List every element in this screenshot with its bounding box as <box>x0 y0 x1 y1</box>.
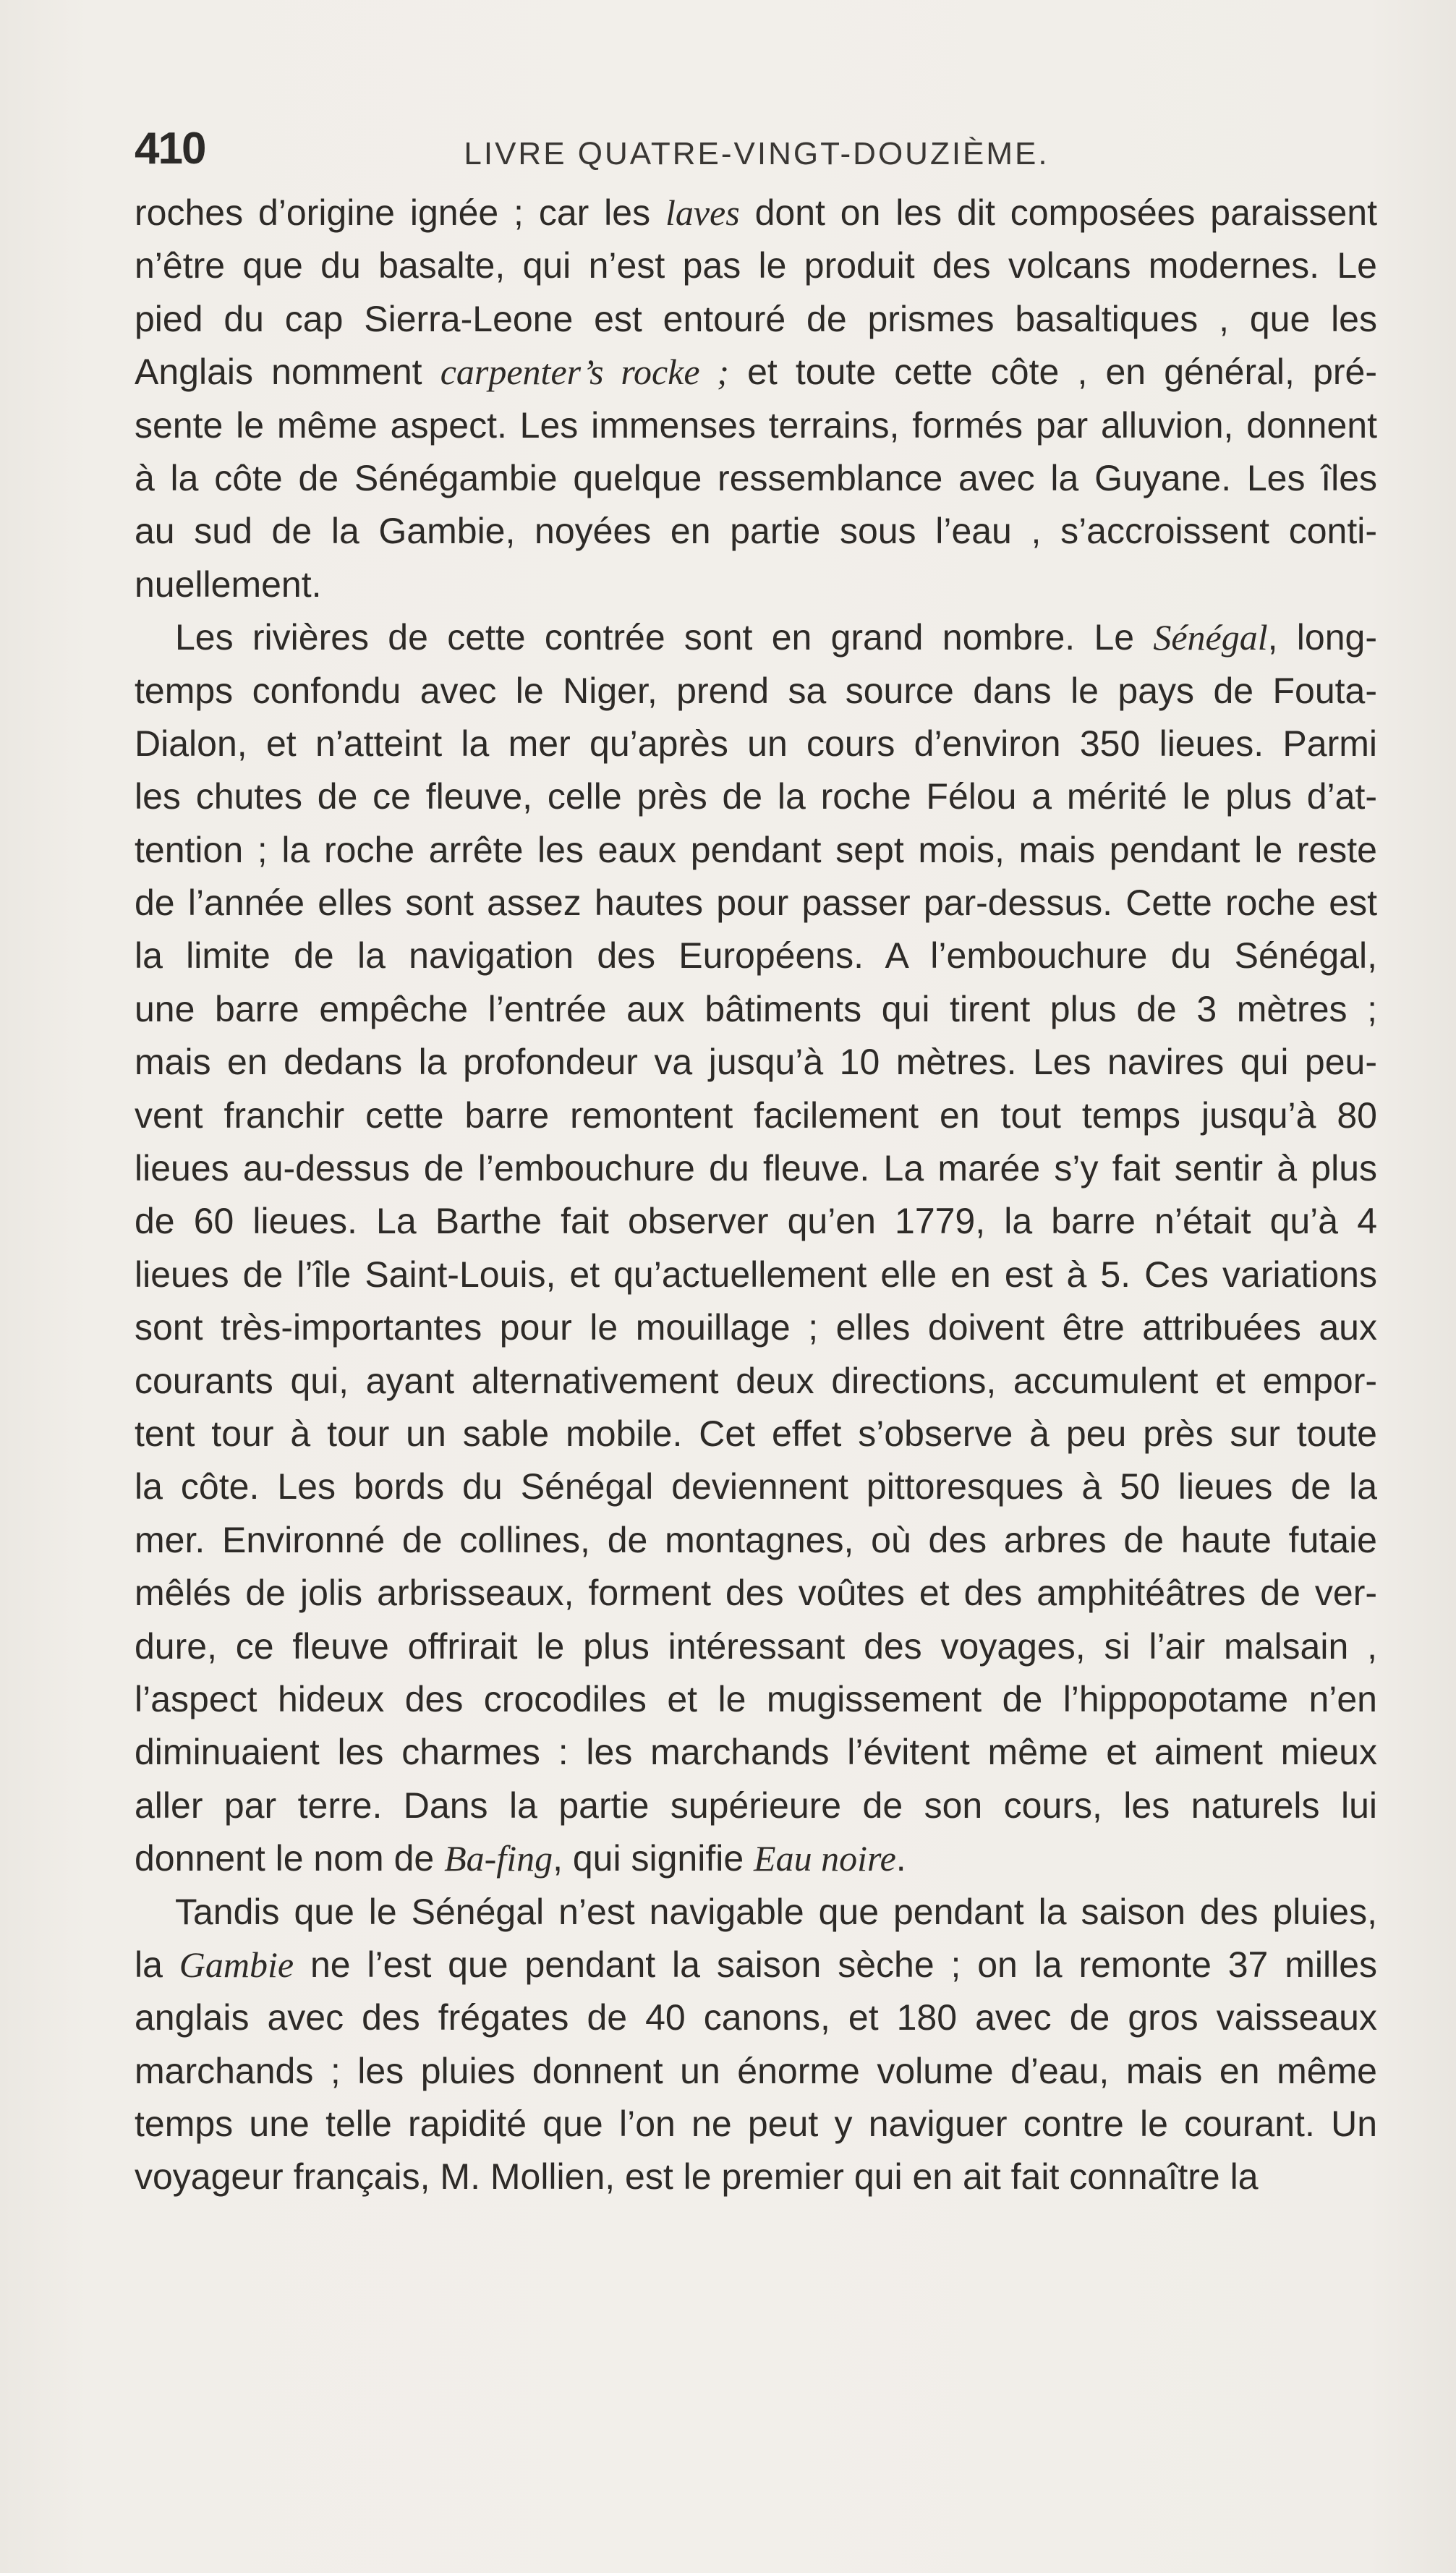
text-line <box>135 1355 1377 1408</box>
text-line <box>135 1726 1377 1779</box>
text-line <box>135 1832 1377 1885</box>
text-run: , qui signifie <box>553 1838 754 1879</box>
text-run: l’aspect hideux des crocodiles et le mugissement de l’hippopotame n’en <box>135 1678 1377 1719</box>
italic-text: laves <box>665 192 740 233</box>
paragraph <box>135 1886 1377 2204</box>
text-run: tent tour à tour un sable mobile. Cet effet s’observe à peu près sur toute <box>135 1413 1377 1454</box>
body-text <box>135 187 1377 2204</box>
text-run: ne l’est que pendant la saison sèche ; on la remonte 37 milles <box>294 1944 1377 1985</box>
text-run: vent franchir cette barre remontent facilement en tout temps jusqu’à 80 <box>135 1094 1377 1136</box>
text-line <box>135 452 1377 505</box>
text-run: lieues au-dessus de l’embouchure du fleuve. La marée s’y fait sentir à plus <box>135 1148 1377 1189</box>
text-run: tention ; la roche arrête les eaux pendant sept mois, mais pendant le reste <box>135 829 1377 870</box>
text-run: Tandis que le Sénégal n’est navigable que pendant la saison des pluies, <box>175 1891 1377 1932</box>
text-line <box>135 877 1377 930</box>
text-run: pied du cap Sierra-Leone est entouré de prismes basaltiques , que les <box>135 298 1377 339</box>
text-line <box>135 1886 1377 1939</box>
text-line <box>135 1991 1377 2044</box>
text-run: dont on les dit composées paraissent <box>739 192 1377 233</box>
text-line <box>135 239 1377 292</box>
text-run: sont très-importantes pour le mouillage ; elles doivent être attribuées aux <box>135 1307 1377 1348</box>
text-run: Anglais nomment <box>135 352 440 393</box>
text-line <box>135 1142 1377 1195</box>
text-line <box>135 1779 1377 1832</box>
text-run: dure, ce fleuve offrirait le plus intéressant des voyages, si l’air malsain , <box>135 1625 1377 1667</box>
text-line <box>135 770 1377 823</box>
text-line <box>135 930 1377 982</box>
text-run: de l’année elles sont assez hautes pour passer par-dessus. Cette roche est <box>135 883 1377 924</box>
text-run: et toute cette côte , en général, pré- <box>728 352 1377 393</box>
text-line <box>135 983 1377 1036</box>
text-run: , long- <box>1267 617 1377 658</box>
text-run: diminuaient les charmes : les marchands l’évitent même et aiment mieux <box>135 1732 1377 1773</box>
text-line <box>135 665 1377 718</box>
text-line <box>135 1249 1377 1301</box>
text-run: temps une telle rapidité que l’on ne peut y naviguer contre le courant. Un <box>135 2104 1377 2145</box>
text-run: mer. Environné de collines, de montagnes, où des arbres de haute futaie <box>135 1519 1377 1560</box>
text-line <box>135 718 1377 770</box>
text-run: Dialon, et n’atteint la mer qu’après un cours d’environ 350 lieues. Parmi <box>135 723 1377 764</box>
text-line <box>135 2098 1377 2151</box>
text-run: . <box>895 1838 906 1879</box>
text-line <box>135 505 1377 558</box>
text-run: à la côte de Sénégambie quelque ressemblance avec la Guyane. Les îles <box>135 457 1377 498</box>
text-line <box>135 1408 1377 1460</box>
text-line <box>135 824 1377 877</box>
text-line <box>135 187 1377 239</box>
italic-text: carpenter’s rocke ; <box>440 352 729 393</box>
text-line <box>135 558 1377 611</box>
text-line <box>135 1620 1377 1673</box>
text-run: marchands ; les pluies donnent un énorme volume d’eau, mais en même <box>135 2050 1377 2091</box>
text-run: Les rivières de cette contrée sont en grand nombre. Le <box>175 617 1154 658</box>
text-run: donnent le nom de <box>135 1838 445 1879</box>
text-line <box>135 1567 1377 1620</box>
italic-text: Sénégal <box>1153 617 1268 658</box>
text-run: courants qui, ayant alternativement deux directions, accumulent et empor- <box>135 1360 1377 1401</box>
paragraph <box>135 611 1377 1885</box>
italic-text: Ba-fing <box>444 1838 553 1879</box>
text-run: lieues de l’île Saint-Louis, et qu’actuellement elle en est à 5. Ces variations <box>135 1254 1377 1295</box>
text-run: anglais avec des frégates de 40 canons, et 180 avec de gros vaisseaux <box>135 1997 1377 2038</box>
text-run: mais en dedans la profondeur va jusqu’à 10 mètres. Les navires qui peu- <box>135 1042 1377 1083</box>
paragraph <box>135 187 1377 611</box>
text-line <box>135 1673 1377 1726</box>
page-number: 410 <box>135 124 205 174</box>
running-title: LIVRE QUATRE-VINGT-DOUZIÈME. <box>464 136 1050 171</box>
text-run: de 60 lieues. La Barthe fait observer qu’en 1779, la barre n’était qu’à 4 <box>135 1201 1377 1242</box>
text-run: roches d’origine ignée ; car les <box>135 192 665 233</box>
text-line <box>135 2045 1377 2098</box>
text-line <box>135 1036 1377 1089</box>
italic-text: Eau noire <box>754 1838 896 1879</box>
text-line <box>135 1089 1377 1142</box>
text-run: une barre empêche l’entrée aux bâtiments qui tirent plus de 3 mètres ; <box>135 988 1377 1029</box>
page-header <box>135 123 1379 181</box>
italic-text: Gambie <box>179 1944 294 1985</box>
text-run: voyageur français, M. Mollien, est le premier qui en ait fait connaître la <box>135 2156 1259 2198</box>
text-line <box>135 1460 1377 1513</box>
text-line <box>135 293 1377 346</box>
text-run: aller par terre. Dans la partie supérieure de son cours, les naturels lui <box>135 1785 1377 1826</box>
text-run: n’être que du basalte, qui n’est pas le produit des volcans modernes. Le <box>135 245 1377 286</box>
text-run: mêlés de jolis arbrisseaux, forment des voûtes et des amphitéâtres de ver- <box>135 1573 1377 1614</box>
text-line <box>135 1939 1377 1991</box>
text-run: la côte. Les bords du Sénégal deviennent pittoresques à 50 lieues de la <box>135 1466 1377 1507</box>
text-run: temps confondu avec le Niger, prend sa source dans le pays de Fouta- <box>135 670 1377 711</box>
text-run: la <box>135 1944 179 1985</box>
text-line <box>135 1195 1377 1248</box>
text-line <box>135 346 1377 399</box>
text-run: sente le même aspect. Les immenses terrains, formés par alluvion, donnent <box>135 404 1377 446</box>
text-run: au sud de la Gambie, noyées en partie sous l’eau , s’accroissent conti- <box>135 511 1377 552</box>
text-line <box>135 1301 1377 1354</box>
text-line <box>135 1514 1377 1567</box>
text-line <box>135 399 1377 452</box>
text-line <box>135 611 1377 664</box>
text-run: nuellement. <box>135 563 322 605</box>
text-run: la limite de la navigation des Européens. A l’embouchure du Sénégal, <box>135 935 1377 977</box>
text-line <box>135 2151 1377 2203</box>
text-run: les chutes de ce fleuve, celle près de la roche Félou a mérité le plus d’at- <box>135 776 1377 817</box>
